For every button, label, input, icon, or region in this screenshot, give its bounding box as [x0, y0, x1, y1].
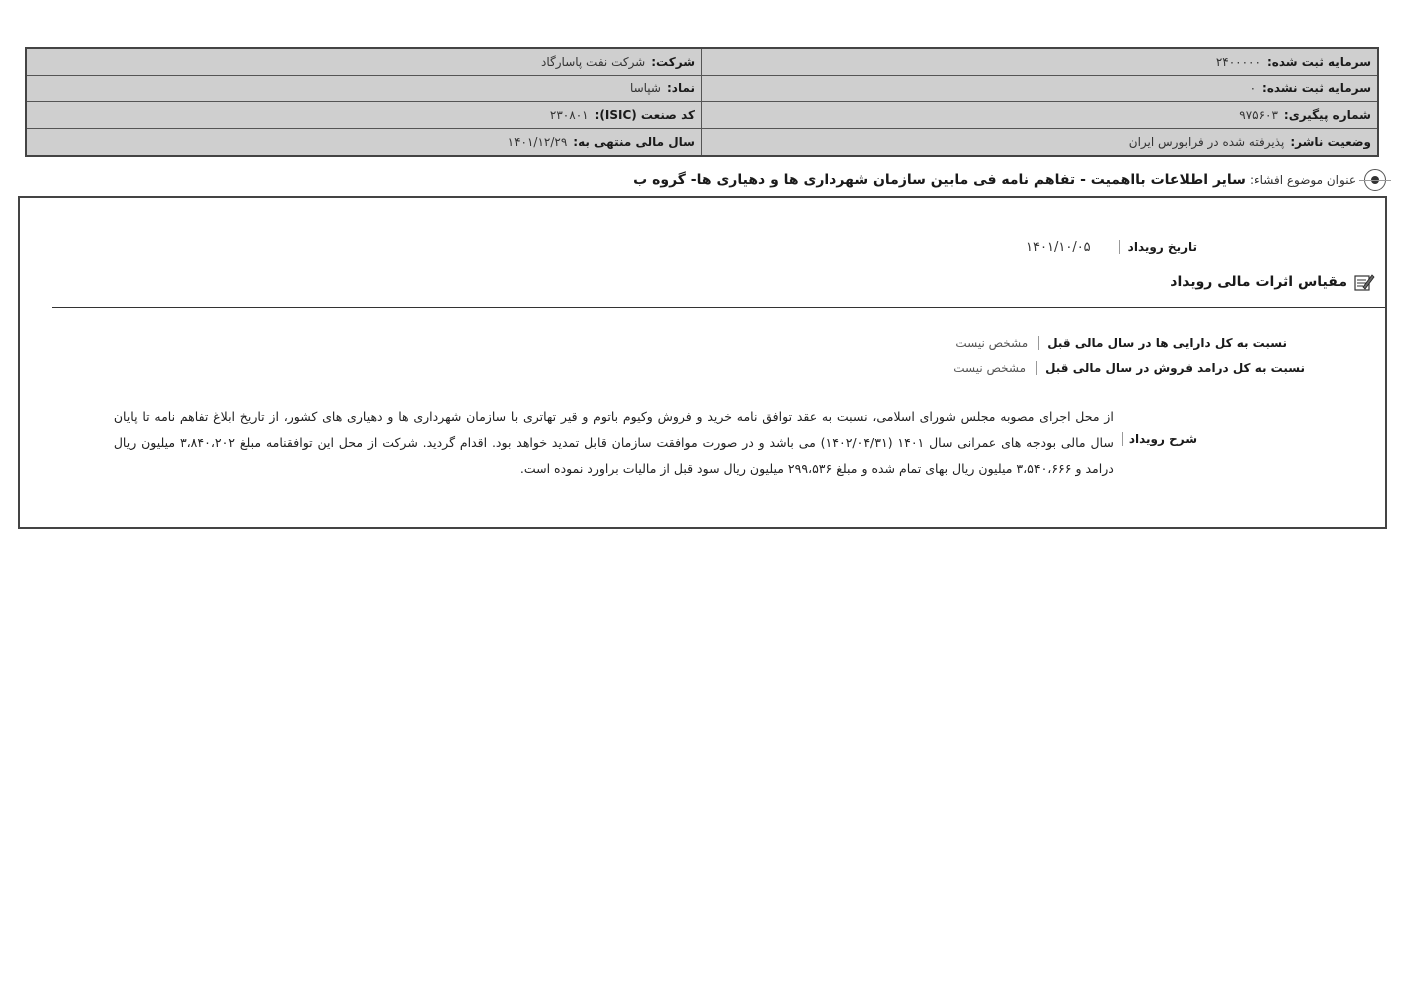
edit-note-icon [1353, 272, 1375, 292]
publisher-status-cell [702, 129, 1377, 156]
publisher-status-label: وضعیت ناشر: [1290, 134, 1371, 149]
fiscal-year-cell [27, 129, 702, 156]
registered-capital-cell [702, 49, 1377, 76]
subject-title: سایر اطلاعات بااهمیت - تفاهم نامه فی مابین سازمان شهرداری ها و دهیاری ها- گروه ب [633, 172, 1246, 188]
fiscal-year-value: ۱۴۰۱/۱۲/۲۹ [507, 134, 568, 149]
event-description-text: از محل اجرای مصوبه مجلس شورای اسلامی، نسبت به عقد توافق نامه خرید و فروش وکیوم باتوم و قیر تهاتری با سازمان شهرداری ها و دهیاری های کشور، از تاریخ ابلاغ تفاهم نامه تا پایان سال مالی بودجه های عمرانی سال ۱۴۰۱ (۱۴۰۲/۰۴/۳۱) می باشد و در صورت موافقت سازمان قابل تمدید خواهد بود. اقدام گردید. شرکت از محل این توافقنامه مبلغ ۳،۸۴۰،۲۰۲ میلیون ریال درامد و ۳،۵۴۰،۶۶۶ میلیون ریال بهای تمام شده و مبلغ ۲۹۹،۵۳۶ میلیون ریال سود قبل از مالیات براورد نموده است. [113, 409, 1114, 476]
unregistered-capital-cell [702, 76, 1377, 103]
event-date-row [1026, 236, 1197, 258]
event-date-value: ۱۴۰۱/۱۰/۰۵ [1026, 239, 1091, 255]
event-description-label: شرح رویداد [1122, 432, 1197, 446]
ratio-assets-row [955, 333, 1287, 353]
registered-capital-value: ۲۴۰۰۰۰۰ [1215, 54, 1261, 69]
ratio-revenue-label: نسبت به کل درامد فروش در سال مالی قبل [1036, 361, 1305, 375]
ratio-revenue-value: مشخص نیست [953, 361, 1027, 375]
company-value: شرکت نفت پاسارگاد [541, 54, 646, 69]
tracking-number-label: شماره پیگیری: [1283, 107, 1371, 122]
financial-impact-heading [1170, 272, 1375, 292]
financial-impact-title: مقیاس اثرات مالی رویداد [1170, 274, 1347, 290]
symbol-cell [27, 76, 702, 103]
fiscal-year-label: سال مالی منتهی به: [573, 134, 695, 149]
company-cell [27, 49, 702, 76]
ratio-assets-value: مشخص نیست [955, 336, 1029, 350]
unregistered-capital-value: ۰ [1249, 81, 1257, 96]
isic-label: کد صنعت (ISIC): [594, 107, 695, 122]
subject-label: عنوان موضوع افشاء: [1249, 173, 1356, 187]
company-info-table [25, 47, 1379, 157]
isic-cell [27, 102, 702, 129]
target-bullet-icon [1364, 169, 1386, 191]
ratio-assets-label: نسبت به کل دارایی ها در سال مالی قبل [1038, 336, 1287, 350]
unregistered-capital-label: سرمایه ثبت نشده: [1262, 81, 1371, 96]
section-divider [52, 307, 1385, 308]
isic-value: ۲۳۰۸۰۱ [549, 107, 589, 122]
registered-capital-label: سرمایه ثبت شده: [1266, 54, 1371, 69]
publisher-status-value: پذیرفته شده در فرابورس ایران [1128, 134, 1285, 149]
symbol-value: شپاسا [629, 81, 661, 96]
event-panel [18, 196, 1387, 529]
symbol-label: نماد: [666, 81, 695, 96]
tracking-number-value: ۹۷۵۶۰۳ [1239, 107, 1278, 122]
tracking-number-cell [702, 102, 1377, 129]
ratio-revenue-row [953, 358, 1305, 378]
event-date-label: تاریخ رویداد [1119, 240, 1197, 254]
disclosure-subject [633, 166, 1386, 194]
event-description-row [114, 404, 1197, 482]
company-label: شرکت: [651, 54, 695, 69]
